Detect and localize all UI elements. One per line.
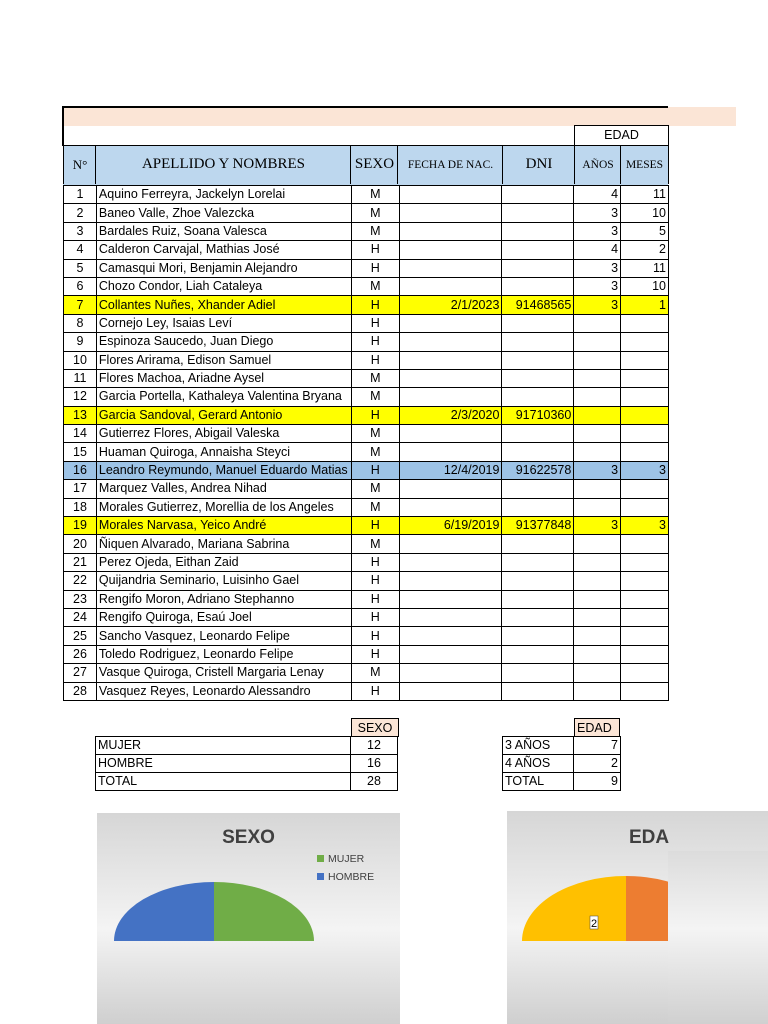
cell-anos[interactable]: 3: [574, 296, 621, 314]
cell-dni[interactable]: [502, 259, 574, 277]
cell-fecha[interactable]: [399, 222, 502, 240]
cell-sexo[interactable]: M: [351, 204, 399, 222]
cell-n[interactable]: 24: [64, 608, 97, 626]
cell-fecha[interactable]: [399, 572, 502, 590]
cell-sexo[interactable]: H: [351, 296, 399, 314]
table-row[interactable]: [64, 425, 669, 443]
cell-meses[interactable]: [621, 480, 669, 498]
table-row[interactable]: [64, 572, 669, 590]
header-dni[interactable]: DNI: [502, 145, 575, 184]
cell-fecha[interactable]: [399, 645, 502, 663]
edad-chart-crop: [668, 851, 768, 1024]
cell-name[interactable]: Garcia Portella, Kathaleya Valentina Bryana: [96, 388, 351, 406]
cell-n[interactable]: 26: [64, 645, 97, 663]
cell-meses[interactable]: 10: [621, 204, 669, 222]
cell-name[interactable]: Vasquez Reyes, Leonardo Alessandro: [96, 682, 351, 700]
cell-meses[interactable]: 11: [621, 259, 669, 277]
table-row[interactable]: [64, 535, 669, 553]
cell-fecha[interactable]: [399, 333, 502, 351]
cell-name[interactable]: Garcia Sandoval, Gerard Antonio: [96, 406, 351, 424]
sexo-chart-title: SEXO: [222, 827, 275, 848]
cell-name[interactable]: Aquino Ferreyra, Jackelyn Lorelai: [96, 186, 351, 204]
cell-n[interactable]: 23: [64, 590, 97, 608]
cell-n[interactable]: 3: [64, 222, 97, 240]
table-row[interactable]: [64, 627, 669, 645]
cell-dni[interactable]: [502, 241, 574, 259]
cell-meses[interactable]: 1: [621, 296, 669, 314]
cell-dni[interactable]: [502, 314, 574, 332]
cell-anos[interactable]: [574, 572, 621, 590]
cell-meses[interactable]: [621, 590, 669, 608]
cell-sexo[interactable]: M: [351, 277, 399, 295]
cell-n[interactable]: 14: [64, 425, 97, 443]
cell-fecha[interactable]: [399, 186, 502, 204]
cell-n[interactable]: 21: [64, 553, 97, 571]
summary-row[interactable]: [96, 755, 398, 773]
cell-sexo[interactable]: H: [351, 627, 399, 645]
summary-value[interactable]: 9: [574, 773, 621, 791]
cell-meses[interactable]: [621, 535, 669, 553]
cell-anos[interactable]: 3: [574, 222, 621, 240]
cell-sexo[interactable]: M: [351, 443, 399, 461]
table-row[interactable]: [64, 333, 669, 351]
title-band-top-border: [63, 106, 668, 108]
cell-anos[interactable]: 3: [574, 517, 621, 535]
cell-sexo[interactable]: M: [351, 664, 399, 682]
cell-dni[interactable]: [502, 682, 574, 700]
cell-meses[interactable]: [621, 572, 669, 590]
pie-slice-mujer[interactable]: [214, 882, 314, 941]
cell-sexo[interactable]: M: [351, 186, 399, 204]
cell-dni[interactable]: [502, 590, 574, 608]
table-row[interactable]: [64, 608, 669, 626]
cell-meses[interactable]: [621, 333, 669, 351]
cell-anos[interactable]: [574, 333, 621, 351]
cell-anos[interactable]: 3: [574, 204, 621, 222]
cell-fecha[interactable]: [399, 425, 502, 443]
cell-n[interactable]: 5: [64, 259, 97, 277]
cell-fecha[interactable]: 2/3/2020: [399, 406, 502, 424]
cell-meses[interactable]: [621, 425, 669, 443]
header-fecha[interactable]: FECHA DE NAC.: [397, 145, 503, 184]
summary-row[interactable]: [96, 773, 398, 791]
cell-name[interactable]: Baneo Valle, Zhoe Valezcka: [96, 204, 351, 222]
cell-anos[interactable]: [574, 351, 621, 369]
header-meses[interactable]: MESES: [620, 145, 669, 184]
cell-fecha[interactable]: [399, 553, 502, 571]
cell-fecha[interactable]: [399, 351, 502, 369]
cell-sexo[interactable]: M: [351, 369, 399, 387]
cell-anos[interactable]: 4: [574, 241, 621, 259]
cell-sexo[interactable]: M: [351, 480, 399, 498]
cell-n[interactable]: 19: [64, 517, 97, 535]
cell-sexo[interactable]: H: [351, 553, 399, 571]
cell-sexo[interactable]: H: [351, 314, 399, 332]
cell-sexo[interactable]: H: [351, 461, 399, 479]
cell-n[interactable]: 20: [64, 535, 97, 553]
cell-n[interactable]: 13: [64, 406, 97, 424]
cell-dni[interactable]: [502, 443, 574, 461]
sexo-pie-svg: [97, 813, 400, 1024]
summary-value[interactable]: 2: [574, 755, 621, 773]
cell-dni[interactable]: [502, 425, 574, 443]
table-row[interactable]: [64, 553, 669, 571]
cell-sexo[interactable]: M: [351, 388, 399, 406]
table-row[interactable]: [64, 204, 669, 222]
cell-sexo[interactable]: H: [351, 241, 399, 259]
edad-group-header[interactable]: EDAD: [574, 125, 669, 146]
legend-label-mujer: MUJER: [328, 853, 365, 865]
pie-slice-hombre[interactable]: [114, 882, 214, 941]
sexo-chart[interactable]: [97, 813, 400, 1024]
cell-n[interactable]: 2: [64, 204, 97, 222]
cell-n[interactable]: 25: [64, 627, 97, 645]
cell-meses[interactable]: 10: [621, 277, 669, 295]
table-row[interactable]: [64, 222, 669, 240]
table-row[interactable]: [64, 664, 669, 682]
summary-value[interactable]: 16: [351, 755, 398, 773]
cell-n[interactable]: 18: [64, 498, 97, 516]
cell-name[interactable]: Flores Arirama, Edison Samuel: [96, 351, 351, 369]
cell-name[interactable]: Flores Machoa, Ariadne Aysel: [96, 369, 351, 387]
cell-name[interactable]: Quijandria Seminario, Luisinho Gael: [96, 572, 351, 590]
cell-sexo[interactable]: M: [351, 425, 399, 443]
summary-value[interactable]: 28: [351, 773, 398, 791]
title-band-left-border: [62, 106, 64, 146]
cell-n[interactable]: 17: [64, 480, 97, 498]
cell-meses[interactable]: [621, 682, 669, 700]
cell-name[interactable]: Toledo Rodriguez, Leonardo Felipe: [96, 645, 351, 663]
cell-n[interactable]: 28: [64, 682, 97, 700]
table-row[interactable]: [64, 498, 669, 516]
cell-dni[interactable]: [502, 553, 574, 571]
cell-name[interactable]: Sancho Vasquez, Leonardo Felipe: [96, 627, 351, 645]
header-sexo[interactable]: SEXO: [350, 145, 398, 184]
cell-anos[interactable]: [574, 388, 621, 406]
cell-fecha[interactable]: [399, 241, 502, 259]
cell-fecha[interactable]: [399, 204, 502, 222]
cell-fecha[interactable]: [399, 443, 502, 461]
summary-row[interactable]: [96, 737, 398, 755]
cell-meses[interactable]: [621, 443, 669, 461]
table-row[interactable]: [64, 277, 669, 295]
cell-anos[interactable]: [574, 553, 621, 571]
cell-anos[interactable]: [574, 682, 621, 700]
cell-fecha[interactable]: [399, 498, 502, 516]
cell-name[interactable]: Vasque Quiroga, Cristell Margaria Lenay: [96, 664, 351, 682]
cell-fecha[interactable]: [399, 480, 502, 498]
summary-value[interactable]: 12: [351, 737, 398, 755]
cell-dni[interactable]: [502, 645, 574, 663]
cell-dni[interactable]: [502, 608, 574, 626]
summary-label[interactable]: TOTAL: [96, 773, 351, 791]
cell-anos[interactable]: [574, 664, 621, 682]
table-row[interactable]: [64, 296, 669, 314]
title-band: [63, 107, 736, 126]
cell-fecha[interactable]: 6/19/2019: [399, 517, 502, 535]
cell-fecha[interactable]: [399, 388, 502, 406]
cell-meses[interactable]: 5: [621, 222, 669, 240]
cell-dni[interactable]: 91468565: [502, 296, 574, 314]
cell-dni[interactable]: [502, 480, 574, 498]
cell-anos[interactable]: [574, 590, 621, 608]
cell-sexo[interactable]: M: [351, 498, 399, 516]
summary-label[interactable]: 4 AÑOS: [503, 755, 574, 773]
cell-n[interactable]: 7: [64, 296, 97, 314]
table-row[interactable]: [64, 443, 669, 461]
cell-fecha[interactable]: [399, 608, 502, 626]
cell-dni[interactable]: [502, 572, 574, 590]
cell-anos[interactable]: [574, 425, 621, 443]
cell-dni[interactable]: [502, 204, 574, 222]
summary-row[interactable]: [503, 773, 621, 791]
cell-meses[interactable]: [621, 351, 669, 369]
table-row[interactable]: [64, 314, 669, 332]
cell-dni[interactable]: [502, 277, 574, 295]
summary-label[interactable]: TOTAL: [503, 773, 574, 791]
cell-anos[interactable]: [574, 480, 621, 498]
cell-meses[interactable]: [621, 369, 669, 387]
cell-name[interactable]: Morales Gutierrez, Morellia de los Angeles: [96, 498, 351, 516]
cell-meses[interactable]: [621, 314, 669, 332]
table-row[interactable]: [64, 682, 669, 700]
cell-anos[interactable]: 3: [574, 259, 621, 277]
cell-dni[interactable]: [502, 369, 574, 387]
cell-anos[interactable]: [574, 608, 621, 626]
edad-chart[interactable]: [507, 811, 768, 1024]
cell-fecha[interactable]: 2/1/2023: [399, 296, 502, 314]
cell-fecha[interactable]: [399, 314, 502, 332]
cell-sexo[interactable]: H: [351, 406, 399, 424]
cell-n[interactable]: 9: [64, 333, 97, 351]
cell-meses[interactable]: [621, 388, 669, 406]
cell-n[interactable]: 15: [64, 443, 97, 461]
summary-value[interactable]: 7: [574, 737, 621, 755]
cell-name[interactable]: Leandro Reymundo, Manuel Eduardo Matias: [96, 461, 351, 479]
cell-name[interactable]: Rengifo Moron, Adriano Stephanno: [96, 590, 351, 608]
summary-label[interactable]: MUJER: [96, 737, 351, 755]
cell-fecha[interactable]: [399, 590, 502, 608]
cell-name[interactable]: Cornejo Ley, Isaias Leví: [96, 314, 351, 332]
cell-n[interactable]: 11: [64, 369, 97, 387]
table-row[interactable]: [64, 590, 669, 608]
edad-summary-table: [502, 736, 621, 791]
table-row[interactable]: [64, 406, 669, 424]
cell-name[interactable]: Espinoza Saucedo, Juan Diego: [96, 333, 351, 351]
cell-dni[interactable]: [502, 222, 574, 240]
cell-n[interactable]: 1: [64, 186, 97, 204]
cell-name[interactable]: Marquez Valles, Andrea Nihad: [96, 480, 351, 498]
cell-fecha[interactable]: [399, 682, 502, 700]
cell-name[interactable]: Gutierrez Flores, Abigail Valeska: [96, 425, 351, 443]
cell-sexo[interactable]: H: [351, 572, 399, 590]
sexo-summary-header[interactable]: SEXO: [351, 718, 399, 737]
cell-fecha[interactable]: [399, 369, 502, 387]
cell-meses[interactable]: [621, 627, 669, 645]
summary-row[interactable]: [503, 737, 621, 755]
cell-fecha[interactable]: [399, 277, 502, 295]
sexo-summary-table: [95, 736, 398, 791]
cell-fecha[interactable]: 12/4/2019: [399, 461, 502, 479]
cell-sexo[interactable]: H: [351, 682, 399, 700]
cell-sexo[interactable]: H: [351, 259, 399, 277]
cell-name[interactable]: Ñiquen Alvarado, Mariana Sabrina: [96, 535, 351, 553]
cell-sexo[interactable]: H: [351, 608, 399, 626]
cell-n[interactable]: 22: [64, 572, 97, 590]
cell-anos[interactable]: [574, 535, 621, 553]
cell-dni[interactable]: 91710360: [502, 406, 574, 424]
cell-anos[interactable]: [574, 627, 621, 645]
edad-summary-header[interactable]: EDAD: [574, 718, 620, 736]
cell-fecha[interactable]: [399, 664, 502, 682]
cell-meses[interactable]: [621, 645, 669, 663]
cell-dni[interactable]: [502, 664, 574, 682]
cell-fecha[interactable]: [399, 259, 502, 277]
cell-anos[interactable]: 3: [574, 277, 621, 295]
summary-row[interactable]: [503, 755, 621, 773]
cell-sexo[interactable]: H: [351, 351, 399, 369]
cell-anos[interactable]: 3: [574, 461, 621, 479]
cell-n[interactable]: 8: [64, 314, 97, 332]
cell-meses[interactable]: 11: [621, 186, 669, 204]
cell-n[interactable]: 16: [64, 461, 97, 479]
cell-anos[interactable]: [574, 314, 621, 332]
cell-name[interactable]: Camasqui Mori, Benjamin Alejandro: [96, 259, 351, 277]
table-row[interactable]: [64, 480, 669, 498]
cell-anos[interactable]: [574, 443, 621, 461]
cell-n[interactable]: 4: [64, 241, 97, 259]
cell-dni[interactable]: [502, 498, 574, 516]
cell-sexo[interactable]: H: [351, 590, 399, 608]
cell-dni[interactable]: 91622578: [502, 461, 574, 479]
cell-dni[interactable]: [502, 186, 574, 204]
pie-slice-3-anos[interactable]: [522, 876, 626, 941]
cell-dni[interactable]: [502, 351, 574, 369]
cell-dni[interactable]: [502, 535, 574, 553]
summary-label[interactable]: HOMBRE: [96, 755, 351, 773]
cell-meses[interactable]: 3: [621, 461, 669, 479]
legend-label-hombre: HOMBRE: [328, 871, 375, 883]
cell-n[interactable]: 27: [64, 664, 97, 682]
cell-name[interactable]: Perez Ojeda, Eithan Zaid: [96, 553, 351, 571]
cell-dni[interactable]: [502, 388, 574, 406]
table-row[interactable]: [64, 259, 669, 277]
cell-fecha[interactable]: [399, 535, 502, 553]
header-anos[interactable]: AÑOS: [574, 145, 621, 184]
cell-name[interactable]: Morales Narvasa, Yeico André: [96, 517, 351, 535]
table-row[interactable]: [64, 351, 669, 369]
cell-meses[interactable]: 3: [621, 517, 669, 535]
table-row[interactable]: [64, 369, 669, 387]
cell-anos[interactable]: [574, 369, 621, 387]
cell-n[interactable]: 12: [64, 388, 97, 406]
cell-sexo[interactable]: H: [351, 517, 399, 535]
edad-chart-title: EDA: [629, 827, 670, 848]
cell-name[interactable]: Bardales Ruiz, Soana Valesca: [96, 222, 351, 240]
cell-n[interactable]: 10: [64, 351, 97, 369]
cell-anos[interactable]: [574, 406, 621, 424]
table-row[interactable]: [64, 517, 669, 535]
cell-dni[interactable]: 91377848: [502, 517, 574, 535]
cell-anos[interactable]: [574, 498, 621, 516]
cell-meses[interactable]: [621, 406, 669, 424]
cell-anos[interactable]: 4: [574, 186, 621, 204]
cell-meses[interactable]: 2: [621, 241, 669, 259]
cell-n[interactable]: 6: [64, 277, 97, 295]
cell-name[interactable]: Rengifo Quiroga, Esaú Joel: [96, 608, 351, 626]
header-n[interactable]: N°: [63, 145, 96, 184]
table-row[interactable]: [64, 461, 669, 479]
cell-sexo[interactable]: H: [351, 333, 399, 351]
cell-sexo[interactable]: M: [351, 222, 399, 240]
cell-name[interactable]: Calderon Carvajal, Mathias José: [96, 241, 351, 259]
cell-dni[interactable]: [502, 627, 574, 645]
cell-anos[interactable]: [574, 645, 621, 663]
table-row[interactable]: [64, 388, 669, 406]
cell-sexo[interactable]: M: [351, 535, 399, 553]
table-row[interactable]: [64, 186, 669, 204]
cell-meses[interactable]: [621, 664, 669, 682]
cell-name[interactable]: Collantes Nuñes, Xhander Adiel: [96, 296, 351, 314]
header-name[interactable]: APELLIDO Y NOMBRES: [95, 145, 351, 184]
cell-meses[interactable]: [621, 553, 669, 571]
student-table: [63, 185, 669, 701]
summary-label[interactable]: 3 AÑOS: [503, 737, 574, 755]
cell-dni[interactable]: [502, 333, 574, 351]
cell-name[interactable]: Huaman Quiroga, Annaisha Steyci: [96, 443, 351, 461]
edad-data-label: 2: [590, 918, 598, 930]
table-row[interactable]: [64, 645, 669, 663]
table-row[interactable]: [64, 241, 669, 259]
cell-meses[interactable]: [621, 498, 669, 516]
cell-name[interactable]: Chozo Condor, Liah Cataleya: [96, 277, 351, 295]
cell-sexo[interactable]: H: [351, 645, 399, 663]
cell-meses[interactable]: [621, 608, 669, 626]
cell-fecha[interactable]: [399, 627, 502, 645]
